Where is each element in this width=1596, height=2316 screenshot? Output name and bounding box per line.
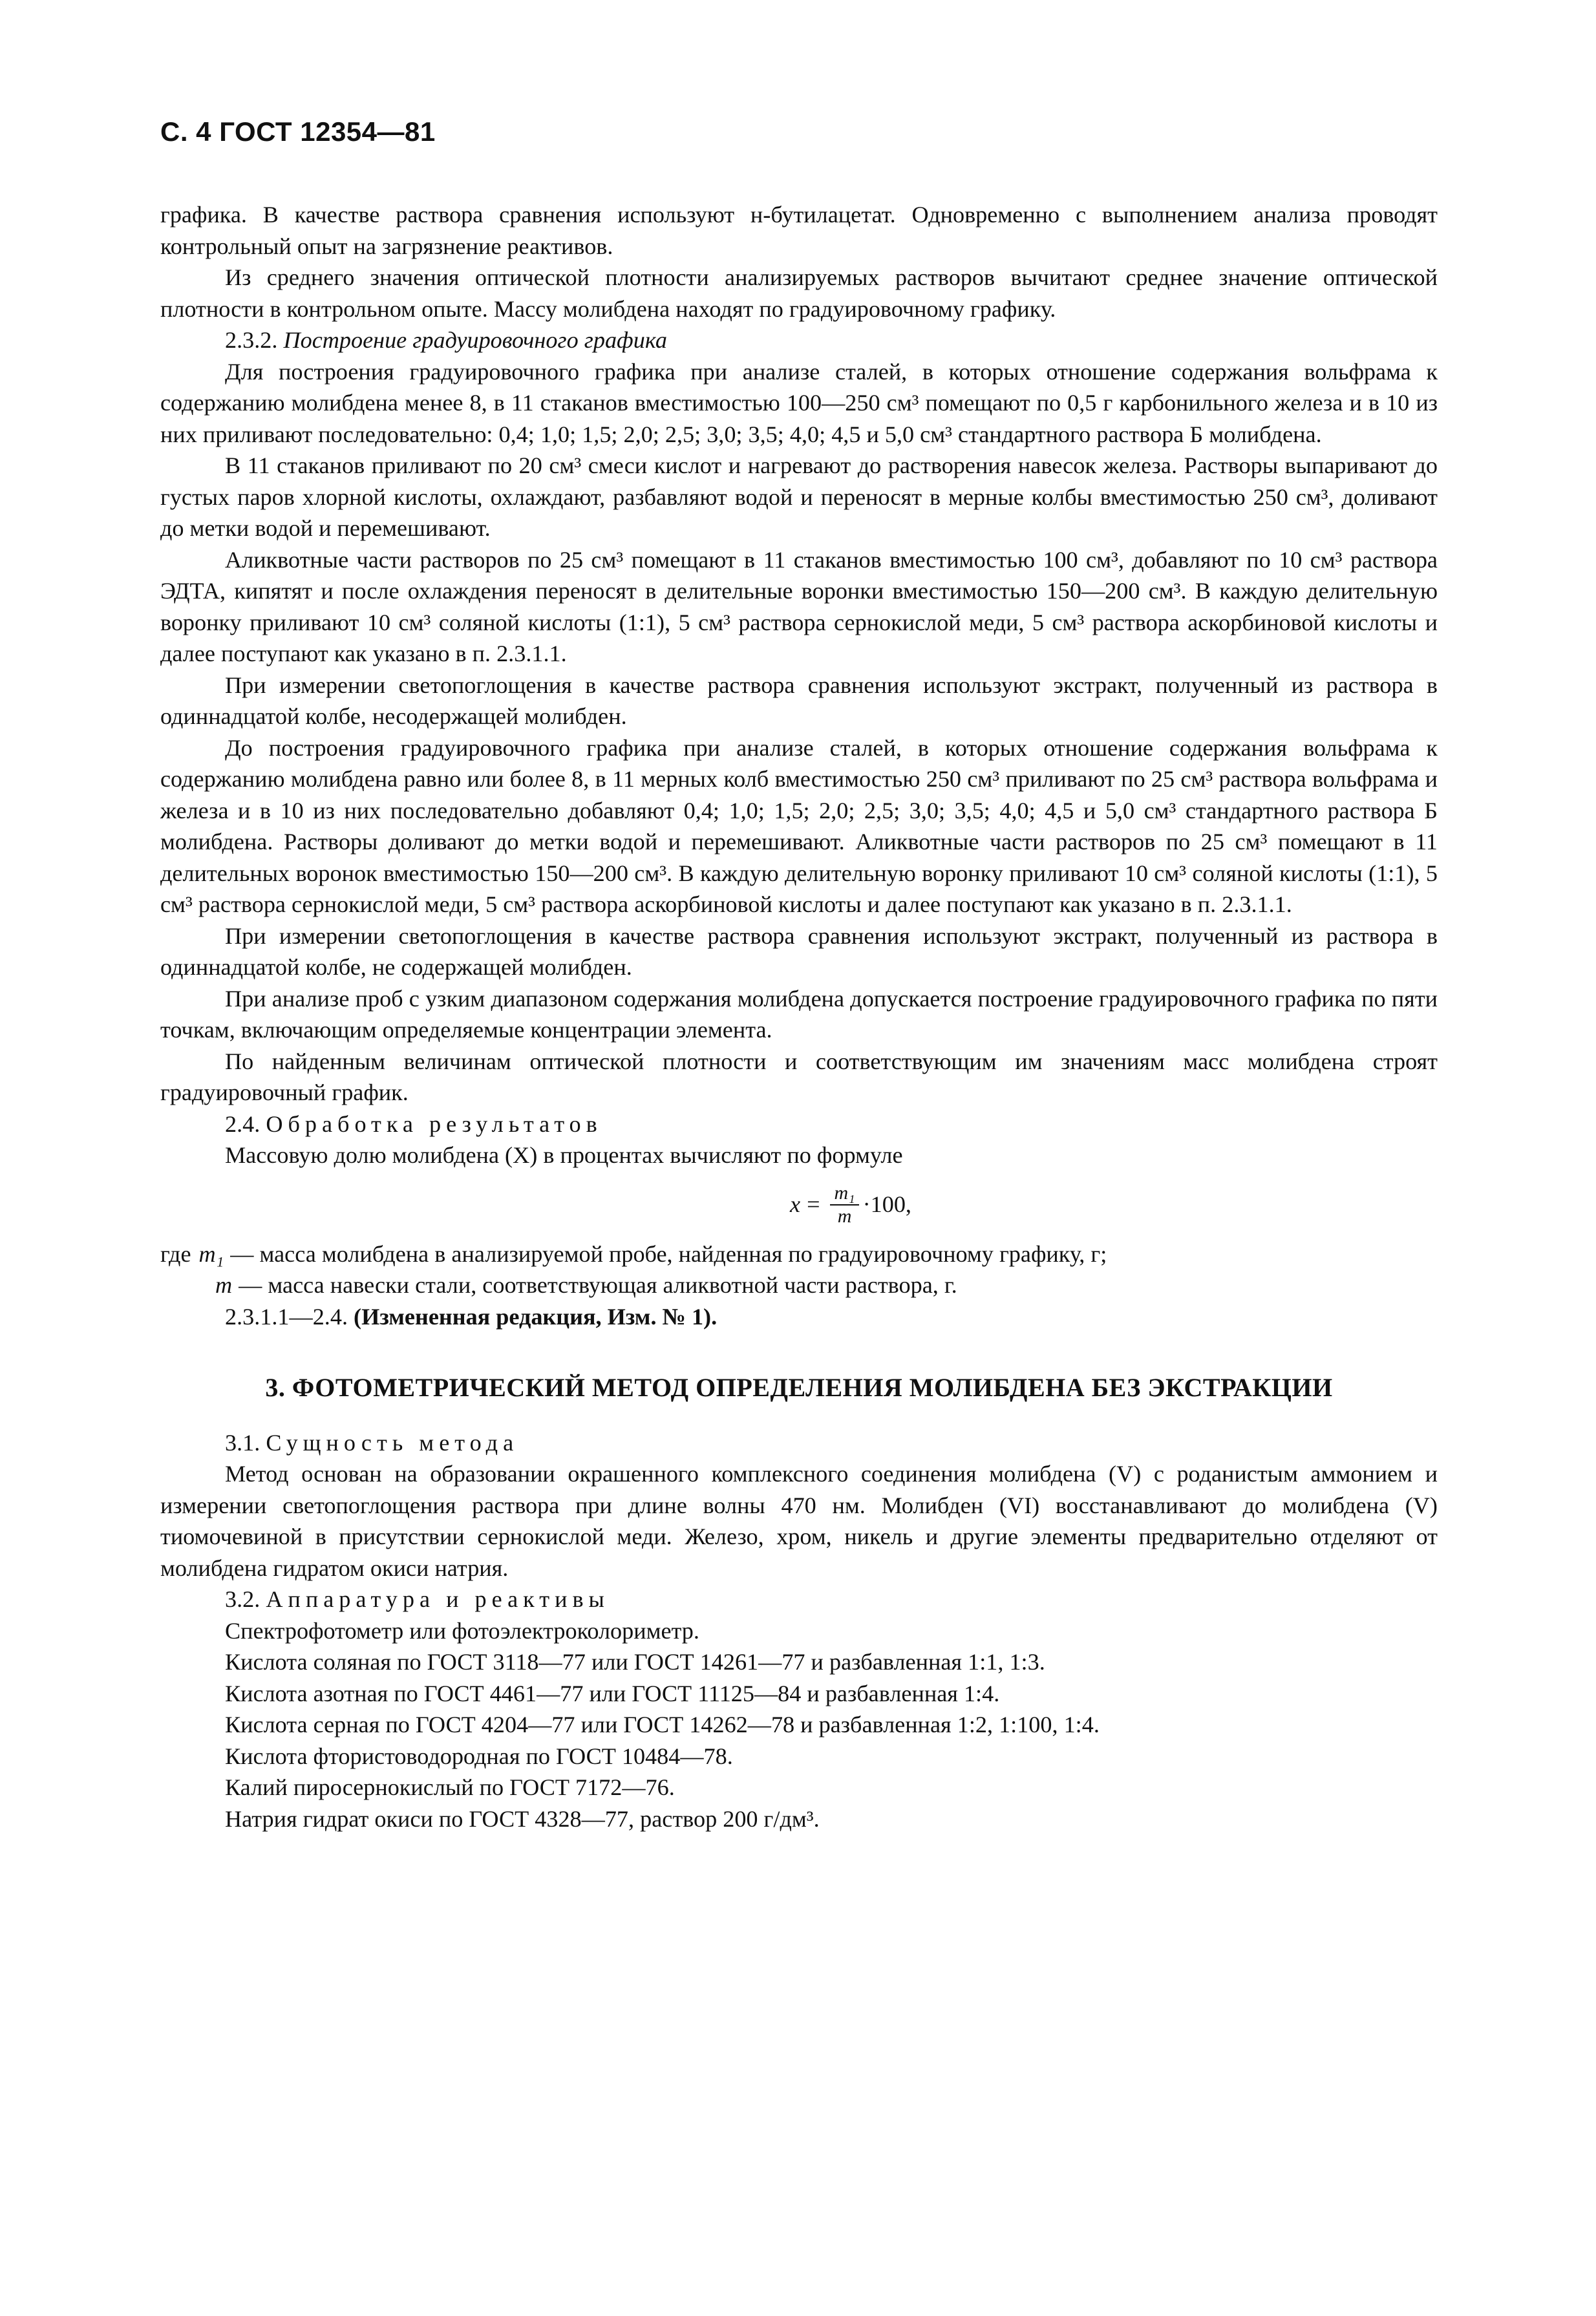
page-header: С. 4 ГОСТ 12354—81 — [160, 116, 436, 147]
paragraph: Аликвотные части растворов по 25 см³ помещают в 11 стаканов вместимостью 100 см³, добавляют по 10 см³ раствора ЭДТА, кипятят и после охлаждения переносят в делительные воронки вместимостью 150—200 см³. В каждую делительную воронку приливают 10 см³ соляной кислоты (1:1), 5 см³ раствора сернокислой меди, 5 см³ раствора аскорбиновой кислоты и далее поступают как указано в п. 2.3.1.1. — [160, 546, 1438, 666]
document-page — [160, 116, 1438, 1834]
subsection-title: Сущность метода — [266, 1429, 519, 1456]
subsection-title: Обработка результатов — [266, 1110, 602, 1137]
paragraph: Из среднего значения оптической плотности анализируемых растворов вычитают среднее значение оптической плотности в контрольном опыте. Массу молибдена находят по градуировочному графику. — [160, 264, 1438, 322]
document-body — [160, 199, 1438, 1834]
amendment-range: 2.3.1.1—2.4. — [225, 1303, 348, 1330]
where-definition-m1 — [160, 1238, 1438, 1270]
list-item: Спектрофотометр или фотоэлектроколориметр. — [225, 1617, 699, 1644]
subsection-number: 3.2. — [225, 1586, 261, 1612]
where-definition-m — [160, 1270, 1438, 1301]
symbol-m1: m₁ — [198, 1240, 224, 1267]
paragraph: При измерении светопоглощения в качестве раствора сравнения используют экстракт, полученный из раствора в одиннадцатой колбе, несодержащей молибден. — [160, 672, 1438, 729]
subsection-number: 2.3.2. — [225, 327, 278, 353]
definition-m1: — масса молибдена в анализируемой пробе, найденная по градуировочному графику, г; — [230, 1240, 1107, 1267]
formula-rhs: ·100, — [862, 1191, 911, 1218]
reagents-list — [160, 1615, 1438, 1835]
formula — [264, 1171, 1438, 1238]
list-item: Кислота азотная по ГОСТ 4461—77 или ГОСТ 11125—84 и разбавленная 1:4. — [225, 1680, 1000, 1706]
subsection-heading — [160, 324, 1438, 356]
symbol-m: m — [215, 1272, 233, 1298]
formula-equals: = — [807, 1191, 820, 1218]
subsection-title: Аппаратура и реактивы — [266, 1586, 610, 1612]
paragraph: Для построения градуировочного графика при анализе сталей, в которых отношение содержания вольфрама к содержанию молибдена менее 8, в 11 стаканов вместимостью 100—250 см³ помещают по 0,5 г карбонильного железа и в 10 из них приливают последовательно: 0,4; 1,0; 1,5; 2,0; 2,5; 3,0; 3,5; 4,0; 4,5 и 5,0 см³ стандартного раствора Б молибдена. — [160, 358, 1438, 447]
paragraph: Массовую долю молибдена (X) в процентах вычисляют по формуле — [225, 1142, 903, 1168]
list-item: Кислота соляная по ГОСТ 3118—77 или ГОСТ 14261—77 и разбавленная 1:1, 1:3. — [225, 1649, 1045, 1675]
formula-lhs: x — [790, 1191, 801, 1218]
formula-denominator: m — [837, 1205, 852, 1227]
subsection-title: Построение градуировочного графика — [283, 327, 667, 353]
paragraph: Метод основан на образовании окрашенного комплексного соединения молибдена (V) с роданистым аммонием и измерении светопоглощения раствора при длине волны 470 нм. Молибден (VI) восстанавливают до молибдена (V) тиомочевиной в присутствии сернокислой меди. Железо, хром, никель и другие элементы предварительно отделяют от молибдена гидратом окиси натрия. — [160, 1461, 1438, 1581]
subsection-heading — [160, 1584, 1438, 1615]
paragraph: По найденным величинам оптической плотности и соответствующим им значениям масс молибдена строят градуировочный график. — [160, 1048, 1438, 1105]
paragraph: До построения градуировочного графика при анализе сталей, в которых отношение содержания вольфрама к содержанию молибдена равно или более 8, в 11 мерных колб вместимостью 250 см³ приливают по 25 см³ раствора вольфрама и железа и в 10 из них последовательно добавляют 0,4; 1,0; 1,5; 2,0; 2,5; 3,0; 3,5; 4,0; 4,5 и 5,0 см³ стандартного раствора Б молибдена. Растворы доливают до метки водой и перемешивают. Аликвотные части растворов по 25 см³ помещают в 11 делительных воронок вместимостью 150—200 см³. В каждую делительную воронку приливают 10 см³ соляной кислоты (1:1), 5 см³ раствора сернокислой меди, 5 см³ раствора аскорбиновой кислоты и далее поступают как указано в п. 2.3.1.1. — [160, 734, 1438, 917]
list-item: Кислота серная по ГОСТ 4204—77 или ГОСТ 14262—78 и разбавленная 1:2, 1:100, 1:4. — [225, 1712, 1100, 1737]
subsection-number: 2.4. — [225, 1110, 261, 1137]
paragraph: При анализе проб с узким диапазоном содержания молибдена допускается построение градуировочного графика по пяти точкам, включающим определяемые концентрации элемента. — [160, 985, 1438, 1043]
list-item: Калий пиросернокислый по ГОСТ 7172—76. — [225, 1774, 675, 1800]
section-title: 3. ФОТОМЕТРИЧЕСКИЙ МЕТОД ОПРЕДЕЛЕНИЯ МОЛИБДЕНА БЕЗ ЭКСТРАКЦИИ — [265, 1373, 1333, 1402]
paragraph: При измерении светопоглощения в качестве раствора сравнения используют экстракт, полученный из раствора в одиннадцатой колбе, не содержащей молибден. — [160, 922, 1438, 980]
definition-m: — масса навески стали, соответствующая аликвотной части раствора, г. — [239, 1272, 957, 1298]
amendment-text: (Измененная редакция, Изм. № 1). — [354, 1303, 718, 1330]
paragraph: графика. В качестве раствора сравнения используют н-бутилацетат. Одновременно с выполнением анализа проводят контрольный опыт на загрязнение реактивов. — [160, 202, 1438, 259]
subsection-number: 3.1. — [225, 1429, 261, 1456]
subsection-heading — [160, 1427, 1438, 1459]
list-item: Натрия гидрат окиси по ГОСТ 4328—77, раствор 200 г/дм³. — [225, 1805, 820, 1832]
list-item: Кислота фтористоводородная по ГОСТ 10484—78. — [225, 1743, 733, 1769]
formula-numerator: m₁ — [830, 1182, 858, 1206]
formula-fraction — [830, 1182, 858, 1227]
amendment-note — [160, 1301, 1438, 1333]
paragraph: В 11 стаканов приливают по 20 см³ смеси кислот и нагревают до растворения навесок железа. Растворы выпаривают до густых паров хлорной кислоты, охлаждают, разбавляют водой и переносят в мерные колбы вместимостью 250 см³, доливают до метки водой и перемешивают. — [160, 452, 1438, 541]
subsection-heading — [160, 1109, 1438, 1140]
where-lead: где — [160, 1240, 191, 1267]
